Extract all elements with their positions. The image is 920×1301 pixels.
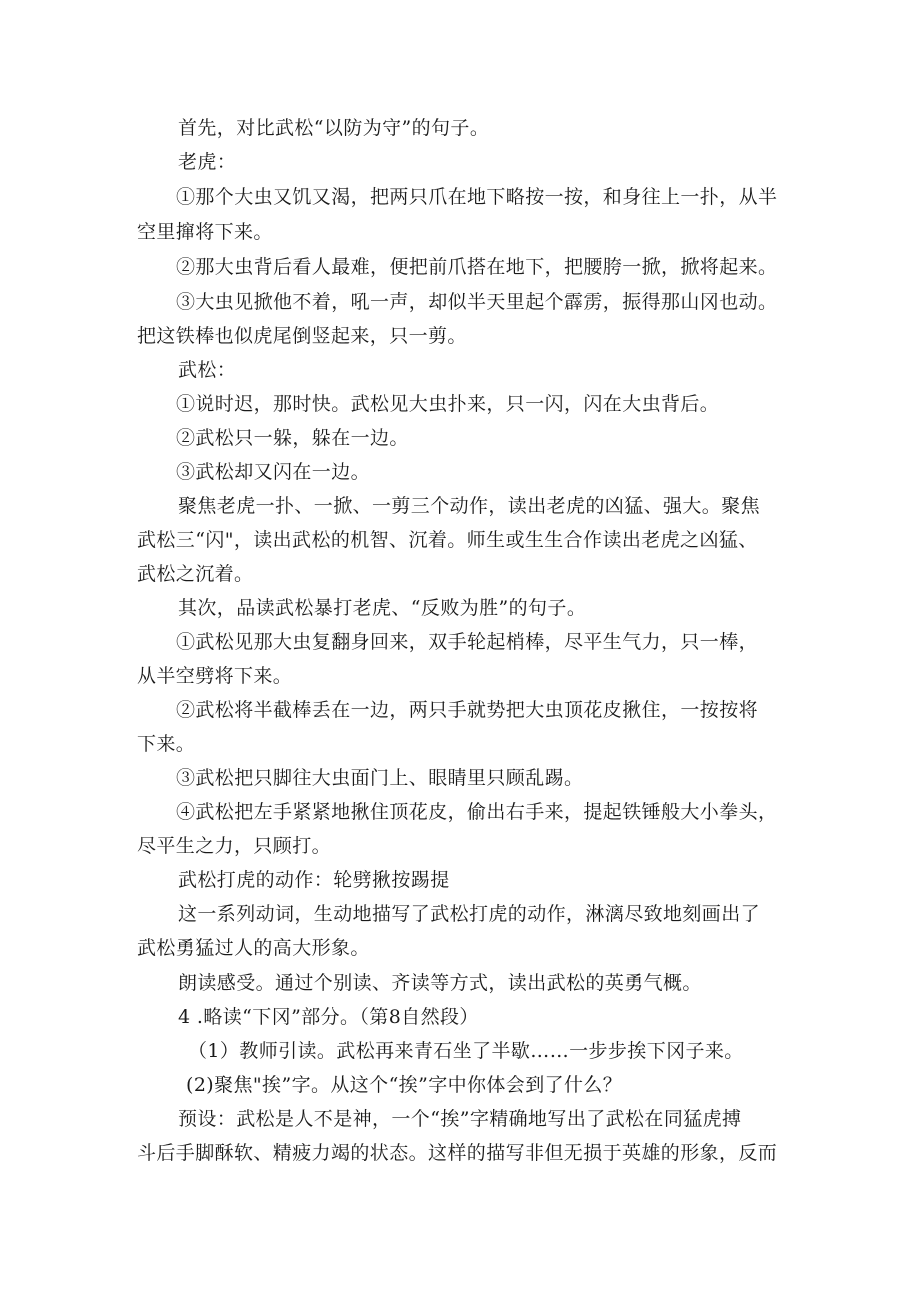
- text-line: 老虎：: [178, 151, 237, 173]
- text-line: 从半空劈将下来。: [137, 665, 293, 687]
- text-line: 4 .略读“下冈”部分。（第8自然段）: [178, 1006, 479, 1028]
- text-line: 空里撺将下来。: [137, 221, 273, 243]
- text-line: ③大虫见掀他不着，吼一声，却似半天里起个霹雳，振得那山冈也动。: [176, 291, 778, 313]
- text-line: 朗读感受。通过个别读、齐读等方式，读出武松的英勇气概。: [178, 972, 702, 994]
- text-line: ①说时迟，那时快。武松见大虫扑来，只一闪，闪在大虫背后。: [176, 393, 720, 415]
- text-line: ③武松却又闪在一边。: [176, 461, 371, 483]
- text-line: 武松三“闪"，读出武松的机智、沉着。师生或生生合作读出老虎之凶猛、: [137, 529, 758, 551]
- text-line: 下来。: [137, 733, 196, 755]
- text-line: ②武松将半截棒丢在一边，两只手就势把大虫顶花皮揪住，一按按将: [176, 699, 759, 721]
- text-line: ④武松把左手紧紧地揪住顶花皮，偷出右手来，提起铁锤般大小拳头，: [176, 801, 778, 823]
- text-line: ③武松把只脚往大虫面门上、眼睛里只顾乱踢。: [176, 767, 584, 789]
- text-line: 斗后手脚酥软、精疲力竭的状态。这样的描写非但无损于英雄的形象，反而: [137, 1142, 778, 1164]
- text-line: （1）教师引读。武松再来青石坐了半歇……一步步挨下冈子来。: [188, 1040, 744, 1062]
- text-line: ①武松见那大虫复翻身回来，双手轮起梢棒，尽平生气力，只一棒，: [176, 631, 759, 653]
- text-line: 武松：: [178, 359, 237, 381]
- text-line: ①那个大虫又饥又渴，把两只爪在地下略按一按，和身往上一扑，从半: [176, 186, 778, 208]
- text-line: ②那大虫背后看人最难，便把前爪搭在地下，把腰胯一掀，掀将起来。: [176, 256, 778, 278]
- text-line: 其次，品读武松暴打老虎、“反败为胜”的句子。: [178, 597, 587, 619]
- text-line: 武松之沉着。: [137, 563, 254, 585]
- text-line: 尽平生之力，只顾打。: [137, 835, 332, 857]
- text-line: 武松勇猛过人的高大形象。: [137, 937, 370, 959]
- text-line: 把这铁棒也似虎尾倒竖起来，只一剪。: [137, 325, 467, 347]
- text-line: ②武松只一躲，躲在一边。: [176, 427, 409, 449]
- text-line: 聚焦老虎一扑、一掀、一剪三个动作，读出老虎的凶猛、强大。聚焦: [178, 495, 761, 517]
- text-line: 武松打虎的动作：轮劈揪按踢提: [178, 869, 450, 891]
- text-line: 首先，对比武松“以防为守”的句子。: [178, 117, 490, 139]
- text-line: 预设：武松是人不是神，一个“挨”字精确地写出了武松在同猛虎搏: [178, 1108, 742, 1130]
- text-line: (2)聚焦"挨”字。从这个“挨”字中你体会到了什么？: [186, 1074, 623, 1096]
- text-line: 这一系列动词，生动地描写了武松打虎的动作，淋漓尽致地刻画出了: [178, 903, 761, 925]
